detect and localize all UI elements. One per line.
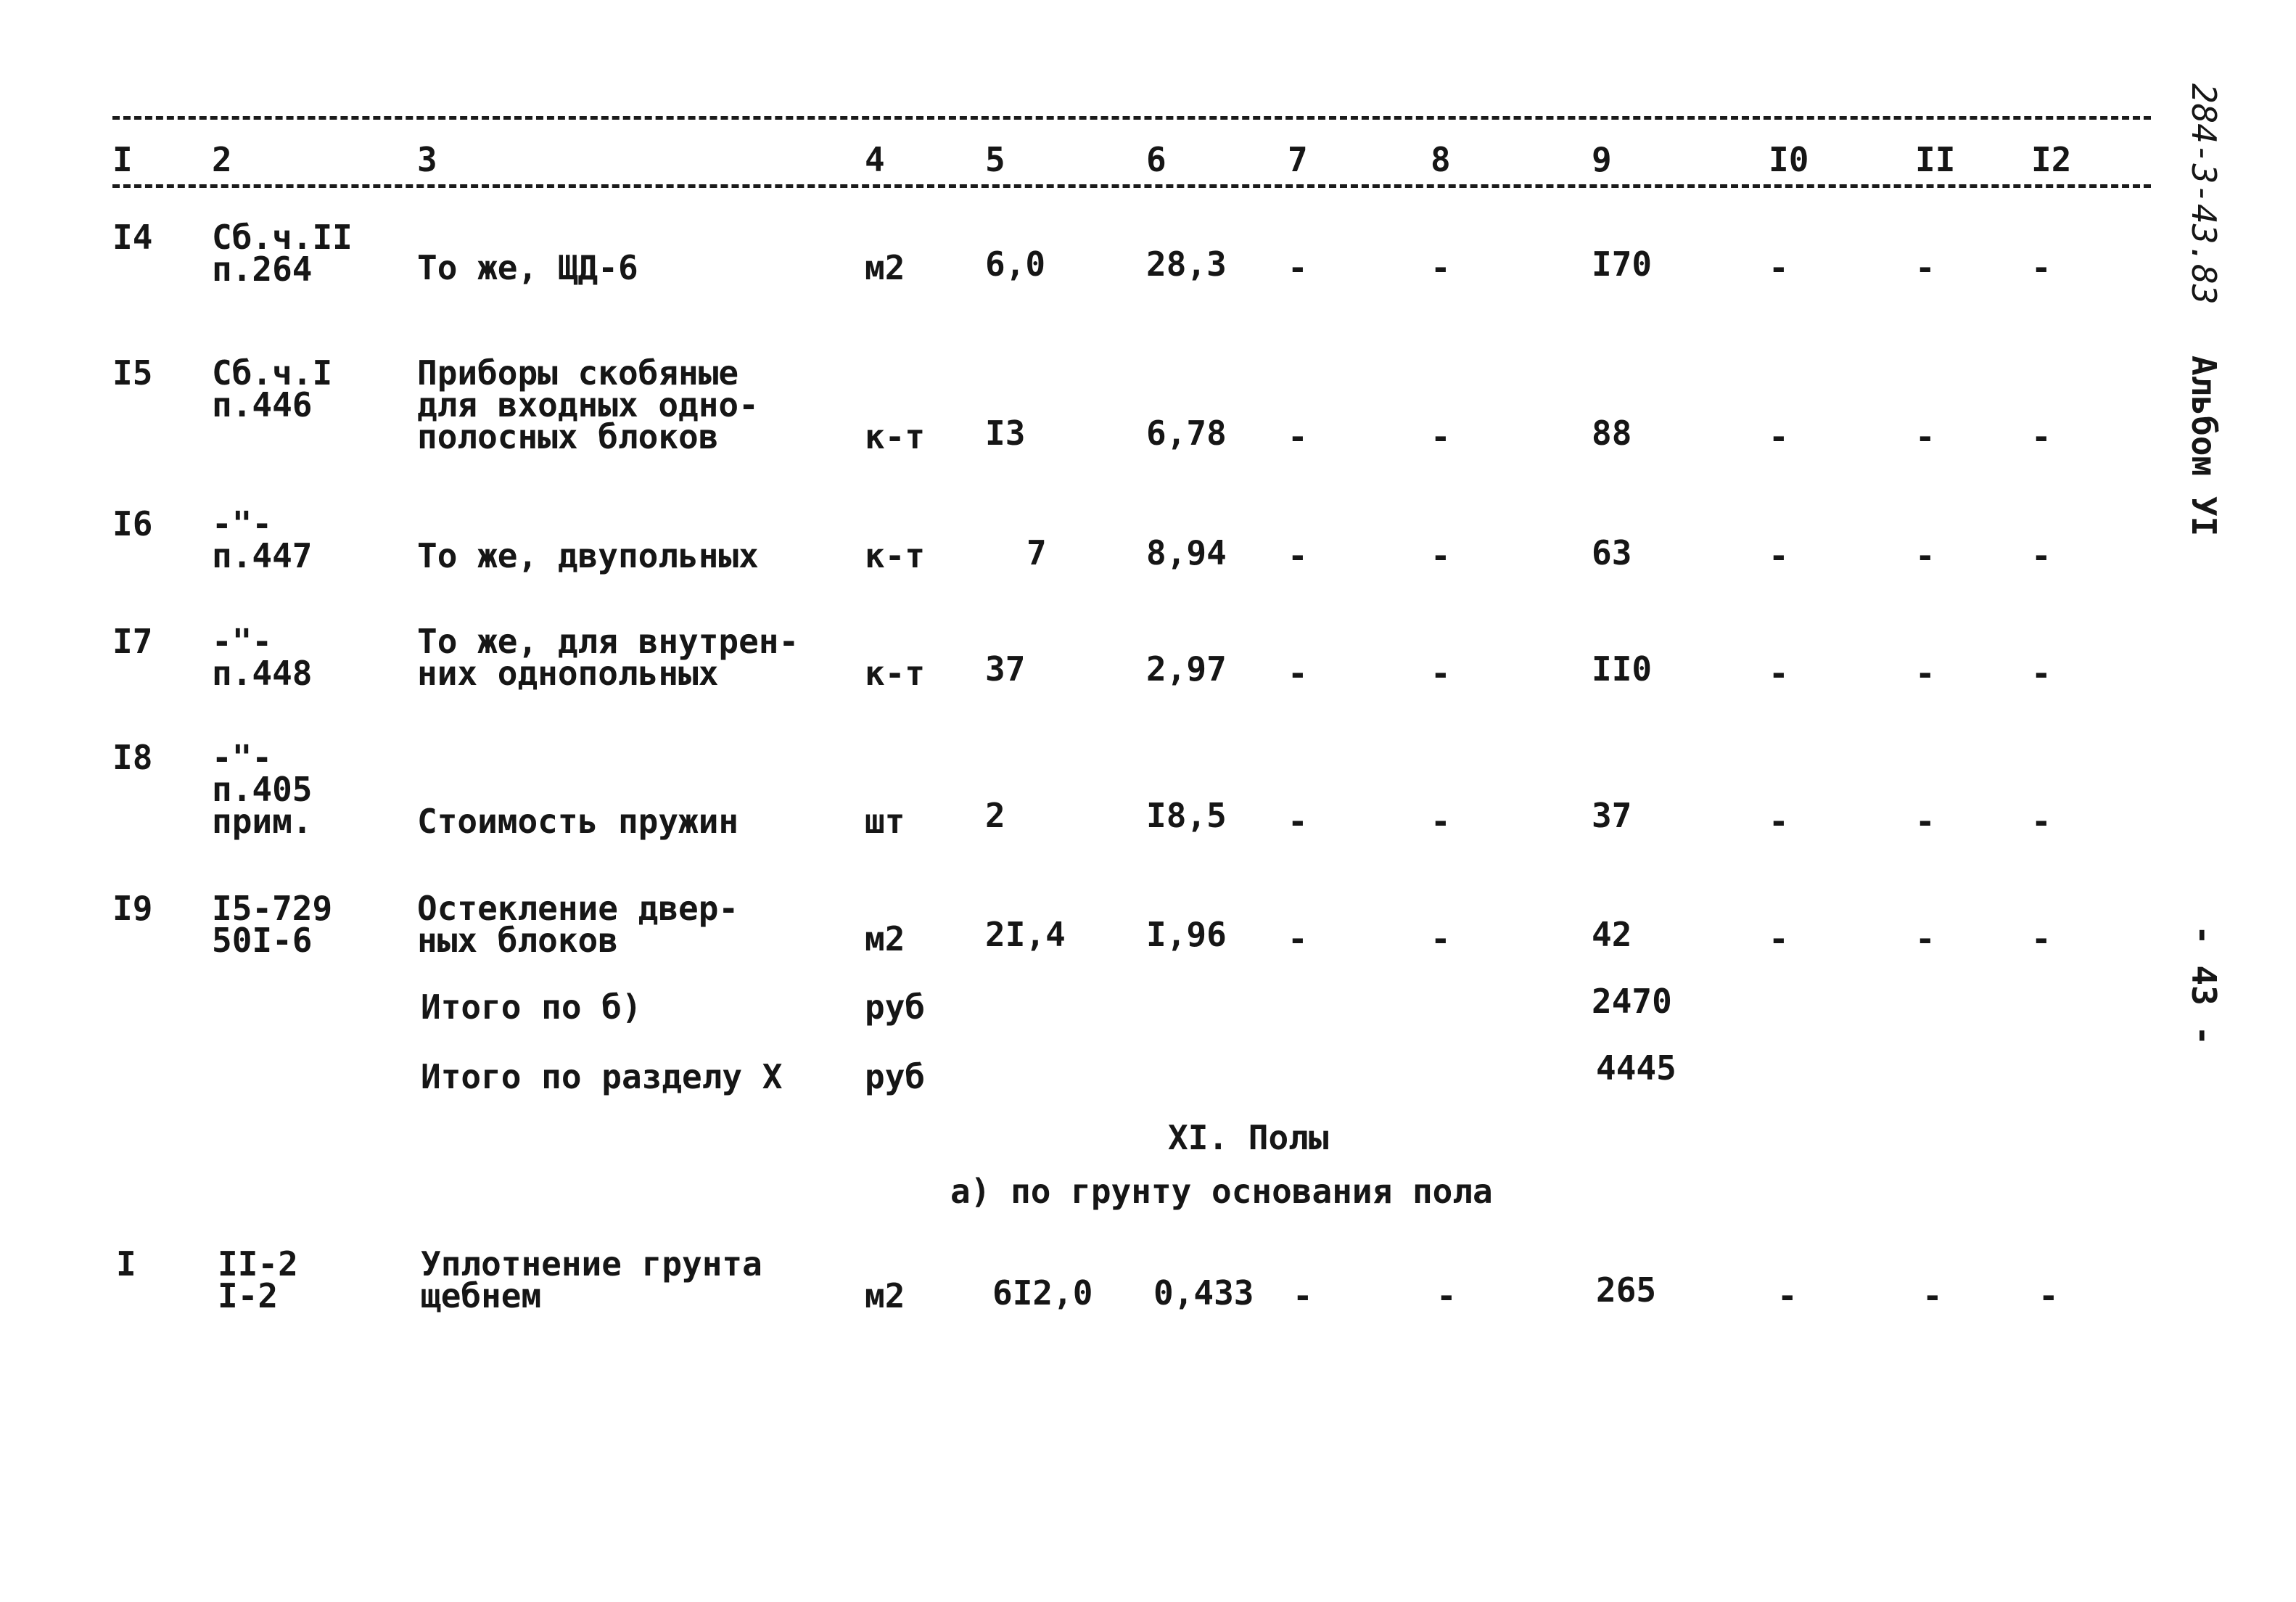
row-unit: к-т — [865, 536, 926, 575]
top-dashed-rule — [112, 116, 2151, 120]
row-description: Приборы скобяные для входных одно- полосных блоков — [417, 353, 759, 456]
row-description: То же, двупольных — [417, 536, 759, 575]
row-col-12: - — [2031, 654, 2052, 693]
row-number: I8 — [112, 738, 153, 777]
row-col-7: - — [1288, 417, 1308, 456]
side-album-label: Альбом УI — [2184, 356, 2223, 537]
row-col-9: I70 — [1592, 245, 1653, 284]
row-col-12: - — [2031, 417, 2052, 456]
row-description: Уплотнение грунта щебнем — [421, 1244, 762, 1315]
column-header-10: I0 — [1769, 140, 1809, 179]
row-col-10: - — [1769, 248, 1789, 287]
row-number: I7 — [112, 622, 153, 661]
row-col-10: - — [1769, 919, 1789, 958]
row-unit: м2 — [865, 248, 905, 287]
row-col-11: - — [1915, 417, 1935, 456]
subtotal-unit: руб — [865, 987, 926, 1027]
row-col-11: - — [1915, 919, 1935, 958]
row-col-7: - — [1293, 1276, 1313, 1315]
side-document-code: 284-3-43.83 — [2184, 83, 2223, 305]
row-col-8: - — [1431, 248, 1451, 287]
row-col-9: 63 — [1592, 533, 1632, 572]
row-unit-price: 6,78 — [1146, 414, 1227, 453]
row-unit-price: I8,5 — [1146, 796, 1227, 835]
row-col-9: 37 — [1592, 796, 1632, 835]
row-reference: -"- п.405 прим. — [212, 738, 313, 841]
row-col-8: - — [1431, 802, 1451, 841]
column-header-3: 3 — [417, 140, 437, 179]
row-reference: -"- п.448 — [212, 622, 313, 693]
row-reference: Сб.ч.II п.264 — [212, 218, 353, 289]
row-number: I5 — [112, 353, 153, 393]
row-number: I4 — [112, 218, 153, 257]
row-unit-price: I,96 — [1146, 915, 1227, 954]
row-unit: шт — [865, 802, 905, 841]
row-col-10: - — [1777, 1276, 1798, 1315]
section-total-value: 4445 — [1596, 1048, 1676, 1088]
row-unit-price: 28,3 — [1146, 245, 1227, 284]
column-header-7: 7 — [1288, 140, 1308, 179]
row-description: Стоимость пружин — [417, 802, 739, 841]
row-col-11: - — [1922, 1276, 1943, 1315]
row-unit-price: 8,94 — [1146, 533, 1227, 572]
row-quantity: 6,0 — [985, 245, 1046, 284]
row-description: Остекление двер- ных блоков — [417, 889, 739, 960]
row-quantity: 7 — [1026, 533, 1047, 572]
row-unit: м2 — [865, 919, 905, 958]
row-col-8: - — [1431, 536, 1451, 575]
column-header-6: 6 — [1146, 140, 1166, 179]
row-col-8: - — [1431, 919, 1451, 958]
row-quantity: 37 — [985, 649, 1026, 689]
row-col-11: - — [1915, 536, 1935, 575]
row-quantity: 2I,4 — [985, 915, 1066, 954]
row-col-11: - — [1915, 802, 1935, 841]
row-col-10: - — [1769, 417, 1789, 456]
row-col-8: - — [1431, 654, 1451, 693]
row-col-7: - — [1288, 654, 1308, 693]
column-header-2: 2 — [212, 140, 232, 179]
row-unit-price: 0,433 — [1153, 1273, 1254, 1313]
row-col-10: - — [1769, 654, 1789, 693]
subsection-title: а) по грунту основания пола — [950, 1172, 1493, 1211]
row-col-9: 88 — [1592, 414, 1632, 453]
row-number: I6 — [112, 504, 153, 543]
row-quantity: I3 — [985, 414, 1026, 453]
page-number: - 43 - — [2184, 925, 2223, 1046]
row-unit: м2 — [865, 1276, 905, 1315]
row-number: I9 — [112, 889, 153, 928]
row-col-9: II0 — [1592, 649, 1653, 689]
row-col-11: - — [1915, 248, 1935, 287]
column-header-12: I2 — [2031, 140, 2072, 179]
section-title: XI. Полы — [1168, 1118, 1329, 1157]
row-unit: к-т — [865, 654, 926, 693]
row-reference: II-2 I-2 — [218, 1244, 298, 1315]
column-header-8: 8 — [1431, 140, 1451, 179]
row-col-7: - — [1288, 802, 1308, 841]
row-col-12: - — [2031, 248, 2052, 287]
column-header-4: 4 — [865, 140, 885, 179]
column-header-9: 9 — [1592, 140, 1612, 179]
column-header-1: I — [112, 140, 133, 179]
row-reference: -"- п.447 — [212, 504, 313, 575]
row-col-12: - — [2038, 1276, 2059, 1315]
row-col-12: - — [2031, 919, 2052, 958]
row-col-8: - — [1431, 417, 1451, 456]
row-col-12: - — [2031, 536, 2052, 575]
column-header-5: 5 — [985, 140, 1005, 179]
row-unit: к-т — [865, 417, 926, 456]
row-col-10: - — [1769, 802, 1789, 841]
row-col-7: - — [1288, 248, 1308, 287]
row-reference: Сб.ч.I п.446 — [212, 353, 333, 424]
section-total-label: Итого по разделу X — [421, 1057, 783, 1096]
row-quantity: 2 — [985, 796, 1005, 835]
row-reference: I5-729 50I-6 — [212, 889, 333, 960]
row-description: То же, для внутрен- них однопольных — [417, 622, 799, 693]
row-col-10: - — [1769, 536, 1789, 575]
row-quantity: 6I2,0 — [992, 1273, 1093, 1313]
column-header-11: II — [1915, 140, 1956, 179]
row-col-11: - — [1915, 654, 1935, 693]
row-col-9: 42 — [1592, 915, 1632, 954]
row-col-9: 265 — [1596, 1270, 1657, 1310]
subtotal-value: 2470 — [1592, 982, 1672, 1021]
section-total-unit: руб — [865, 1057, 926, 1096]
header-dashed-rule — [112, 184, 2151, 188]
row-number: I — [116, 1244, 136, 1283]
row-col-12: - — [2031, 802, 2052, 841]
subtotal-label: Итого по б) — [421, 987, 642, 1027]
row-col-8: - — [1436, 1276, 1457, 1315]
row-unit-price: 2,97 — [1146, 649, 1227, 689]
row-col-7: - — [1288, 919, 1308, 958]
row-col-7: - — [1288, 536, 1308, 575]
row-description: То же, ЩД-6 — [417, 248, 638, 287]
